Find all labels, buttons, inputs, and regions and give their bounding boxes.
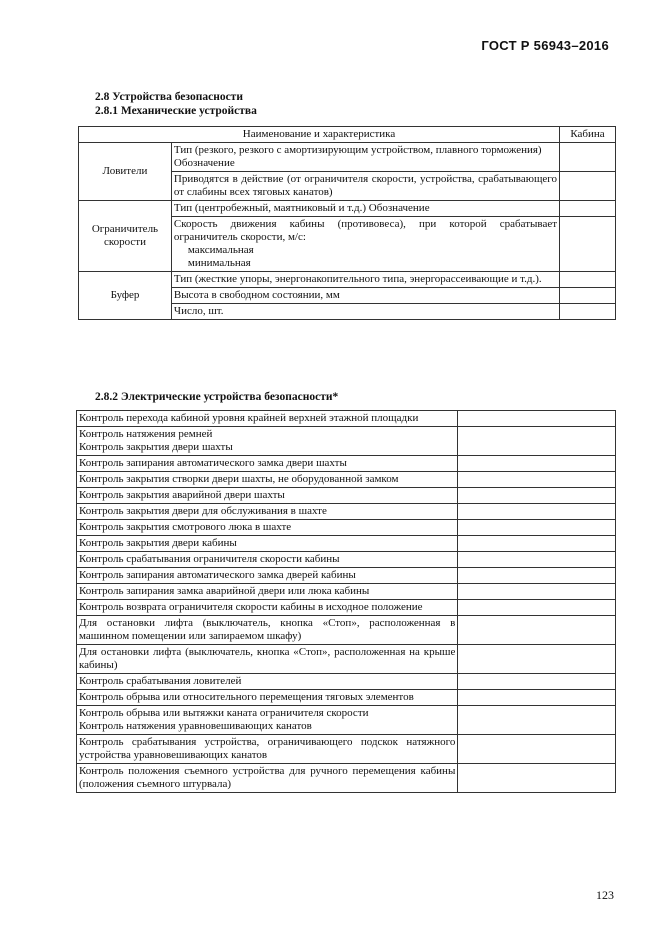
cabin-value-cell xyxy=(560,217,616,272)
table-row xyxy=(77,764,616,793)
device-value-cell xyxy=(458,552,616,568)
table-row xyxy=(77,488,616,504)
device-value-cell xyxy=(458,427,616,456)
cabin-value-cell xyxy=(560,172,616,201)
characteristic-text: Скорость движения кабины (противовеса), при которой срабатывает ограничитель скорости, м/с: xyxy=(173,218,558,243)
device-description-cell xyxy=(77,674,458,690)
device-description-cell xyxy=(77,645,458,674)
cabin-value-cell xyxy=(560,304,616,320)
table-row xyxy=(77,735,616,764)
device-value-cell xyxy=(458,584,616,600)
device-value-cell xyxy=(458,674,616,690)
device-value-cell xyxy=(458,568,616,584)
characteristic-text: Тип (жесткие упоры, энергонакопительного типа, энергорассеивающие и т.д.). xyxy=(173,273,542,285)
table-row xyxy=(77,411,616,427)
device-description-cell xyxy=(77,735,458,764)
device-description-text: Контроль запирания замка аварийной двери или люка кабины xyxy=(79,585,370,597)
device-description-cell xyxy=(77,456,458,472)
device-description-text: Контроль закрытия створки двери шахты, не оборудованной замком xyxy=(79,473,399,485)
device-description-text: Контроль обрыва или относительного перемещения тяговых элементов xyxy=(79,691,414,703)
column-header-cabin: Кабина xyxy=(560,127,616,143)
characteristic-text: Высота в свободном состоянии, мм xyxy=(173,289,340,301)
page-number: 123 xyxy=(596,888,614,902)
device-description-cell xyxy=(77,584,458,600)
table-row xyxy=(77,616,616,645)
subsection-title-electrical: 2.8.2 Электрические устройства безопасности* xyxy=(95,391,339,403)
table-row xyxy=(77,552,616,568)
device-description-cell xyxy=(77,520,458,536)
device-description-text: Контроль положения съемного устройства для ручного перемещения кабины (положения съемного штурвала) xyxy=(79,765,456,790)
device-description-text: Контроль закрытия смотрового люка в шахте xyxy=(79,521,292,533)
device-value-cell xyxy=(458,616,616,645)
table-row xyxy=(77,504,616,520)
device-description-text: Контроль срабатывания ограничителя скорости кабины xyxy=(79,553,340,565)
device-value-cell xyxy=(458,536,616,552)
characteristic-subitem: максимальная xyxy=(187,244,254,256)
device-description-text: Для остановки лифта (выключатель, кнопка «Стоп», расположенная в машинном помещении или запираемом шкафу) xyxy=(79,617,456,642)
device-value-cell xyxy=(458,645,616,674)
characteristic-cell xyxy=(171,201,559,217)
table-row xyxy=(77,456,616,472)
table-row xyxy=(77,645,616,674)
column-header-name: Наименование и характеристика xyxy=(79,127,560,143)
table-header-row xyxy=(79,127,616,143)
device-description-text: Контроль натяжения уравновешивающих канатов xyxy=(79,720,312,732)
group-label: Буфер xyxy=(79,272,172,320)
device-value-cell xyxy=(458,735,616,764)
group-label: Ограничитель скорости xyxy=(79,201,172,272)
device-description-text: Контроль возврата ограничителя скорости кабины в исходное положение xyxy=(79,601,423,613)
device-value-cell xyxy=(458,520,616,536)
device-description-text: Контроль закрытия двери кабины xyxy=(79,537,237,549)
device-description-text: Контроль перехода кабиной уровня крайней верхней этажной площадки xyxy=(79,412,419,424)
characteristic-subitem: минимальная xyxy=(187,257,251,269)
table-row xyxy=(77,690,616,706)
device-description-cell xyxy=(77,764,458,793)
device-value-cell xyxy=(458,764,616,793)
device-description-cell xyxy=(77,504,458,520)
electrical-devices-table xyxy=(76,410,616,793)
characteristic-text: Тип (центробежный, маятниковый и т.д.) Обозначение xyxy=(173,202,430,214)
device-description-cell xyxy=(77,488,458,504)
cabin-value-cell xyxy=(560,201,616,217)
device-description-text: Контроль запирания автоматического замка двери шахты xyxy=(79,457,347,469)
table-row xyxy=(77,600,616,616)
device-description-cell xyxy=(77,568,458,584)
table-row xyxy=(77,427,616,456)
table-row xyxy=(79,201,616,217)
device-description-text: Контроль запирания автоматического замка дверей кабины xyxy=(79,569,356,581)
device-description-cell xyxy=(77,536,458,552)
cabin-value-cell xyxy=(560,288,616,304)
table-row xyxy=(79,143,616,172)
device-description-text: Контроль срабатывания ловителей xyxy=(79,675,242,687)
device-description-cell xyxy=(77,706,458,735)
device-value-cell xyxy=(458,472,616,488)
document-code: ГОСТ Р 56943–2016 xyxy=(481,38,609,53)
device-value-cell xyxy=(458,690,616,706)
section-title: 2.8 Устройства безопасности xyxy=(95,91,243,103)
cabin-value-cell xyxy=(560,272,616,288)
device-description-text: Контроль закрытия двери для обслуживания в шахте xyxy=(79,505,327,517)
table-row xyxy=(77,520,616,536)
table-row xyxy=(79,272,616,288)
device-description-text: Контроль обрыва или вытяжки каната ограничителя скорости xyxy=(79,707,369,719)
characteristic-text: Обозначение xyxy=(173,157,235,169)
device-value-cell xyxy=(458,600,616,616)
device-description-text: Контроль срабатывания устройства, ограничивающего подскок натяжного устройства уравновешивающих канатов xyxy=(79,736,456,761)
characteristic-text: Приводятся в действие (от ограничителя скорости, устройства, срабатывающего от слабины всех тяговых канатов) xyxy=(173,173,558,198)
subsection-title-mechanical: 2.8.1 Механические устройства xyxy=(95,105,257,117)
characteristic-cell xyxy=(171,304,559,320)
device-description-text: Контроль натяжения ремней xyxy=(79,428,213,440)
table-row xyxy=(77,568,616,584)
mechanical-devices-table xyxy=(78,126,616,320)
characteristic-cell xyxy=(171,172,559,201)
device-value-cell xyxy=(458,411,616,427)
device-value-cell xyxy=(458,456,616,472)
characteristic-cell xyxy=(171,143,559,172)
table-row xyxy=(77,706,616,735)
characteristic-text: Тип (резкого, резкого с амортизирующим устройством, плавного торможения) xyxy=(173,144,542,156)
device-description-cell xyxy=(77,472,458,488)
device-value-cell xyxy=(458,504,616,520)
device-description-cell xyxy=(77,427,458,456)
device-description-text: Для остановки лифта (выключатель, кнопка «Стоп», расположенная на крыше кабины) xyxy=(79,646,456,671)
group-label: Ловители xyxy=(79,143,172,201)
device-description-cell xyxy=(77,600,458,616)
device-description-cell xyxy=(77,690,458,706)
device-description-text: Контроль закрытия двери шахты xyxy=(79,441,233,453)
table-row xyxy=(77,472,616,488)
table-row xyxy=(77,674,616,690)
characteristic-cell xyxy=(171,288,559,304)
characteristic-cell xyxy=(171,272,559,288)
device-description-cell xyxy=(77,411,458,427)
device-value-cell xyxy=(458,488,616,504)
characteristic-cell xyxy=(171,217,559,272)
table-row xyxy=(77,536,616,552)
device-description-text: Контроль закрытия аварийной двери шахты xyxy=(79,489,285,501)
cabin-value-cell xyxy=(560,143,616,172)
device-value-cell xyxy=(458,706,616,735)
device-description-cell xyxy=(77,552,458,568)
table-row xyxy=(77,584,616,600)
device-description-cell xyxy=(77,616,458,645)
characteristic-text: Число, шт. xyxy=(173,305,224,317)
